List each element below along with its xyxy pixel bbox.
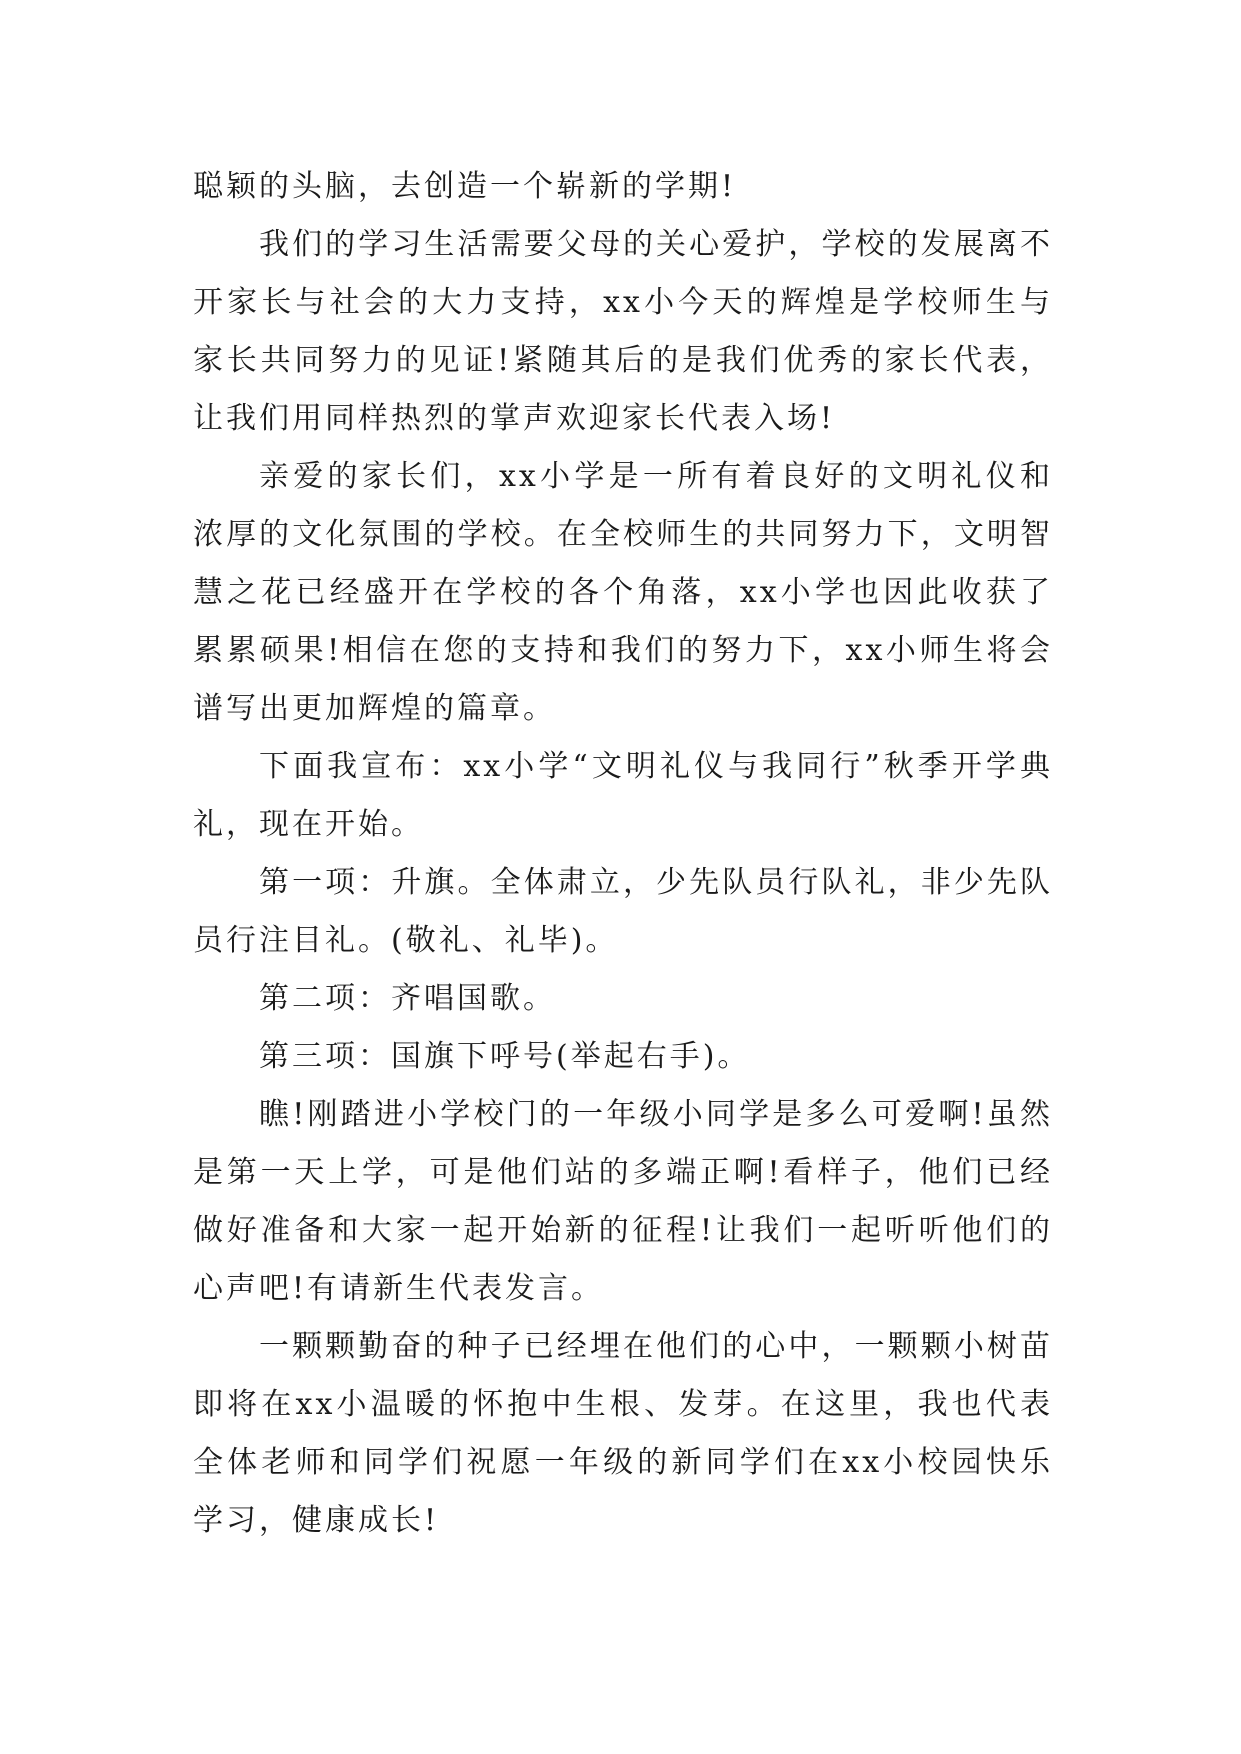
paragraph: 第三项：国旗下呼号(举起右手)。 xyxy=(259,1039,751,1074)
paragraph: 下面我宣布：xx小学“文明礼仪与我同行”秋季开学典礼，现在开始。 xyxy=(193,749,1053,842)
paragraph: 瞧!刚踏进小学校门的一年级小同学是多么可爱啊!虽然是第一天上学，可是他们站的多端正啊!看样子，他们已经做好准备和大家一起开始新的征程!让我们一起听听他们的心声吧!有请新生代表发言。 xyxy=(193,1097,1053,1306)
paragraph: 亲爱的家长们，xx小学是一所有着良好的文明礼仪和浓厚的文化氛围的学校。在全校师生的共同努力下，文明智慧之花已经盛开在学校的各个角落，xx小学也因此收获了累累硕果!相信在您的支持和我们的努力下，xx小师生将会谱写出更加辉煌的篇章。 xyxy=(193,459,1053,726)
paragraph: 第一项：升旗。全体肃立，少先队员行队礼，非少先队员行注目礼。(敬礼、礼毕)。 xyxy=(193,865,1053,958)
paragraph: 聪颖的头脑，去创造一个崭新的学期! xyxy=(193,169,737,204)
document-body xyxy=(193,158,1053,1550)
paragraph: 第二项：齐唱国歌。 xyxy=(259,981,556,1016)
paragraph: 我们的学习生活需要父母的关心爱护，学校的发展离不开家长与社会的大力支持，xx小今天的辉煌是学校师生与家长共同努力的见证!紧随其后的是我们优秀的家长代表，让我们用同样热烈的掌声欢迎家长代表入场! xyxy=(193,227,1053,436)
paragraph: 一颗颗勤奋的种子已经埋在他们的心中，一颗颗小树苗即将在xx小温暖的怀抱中生根、发芽。在这里，我也代表全体老师和同学们祝愿一年级的新同学们在xx小校园快乐学习，健康成长! xyxy=(193,1329,1053,1538)
